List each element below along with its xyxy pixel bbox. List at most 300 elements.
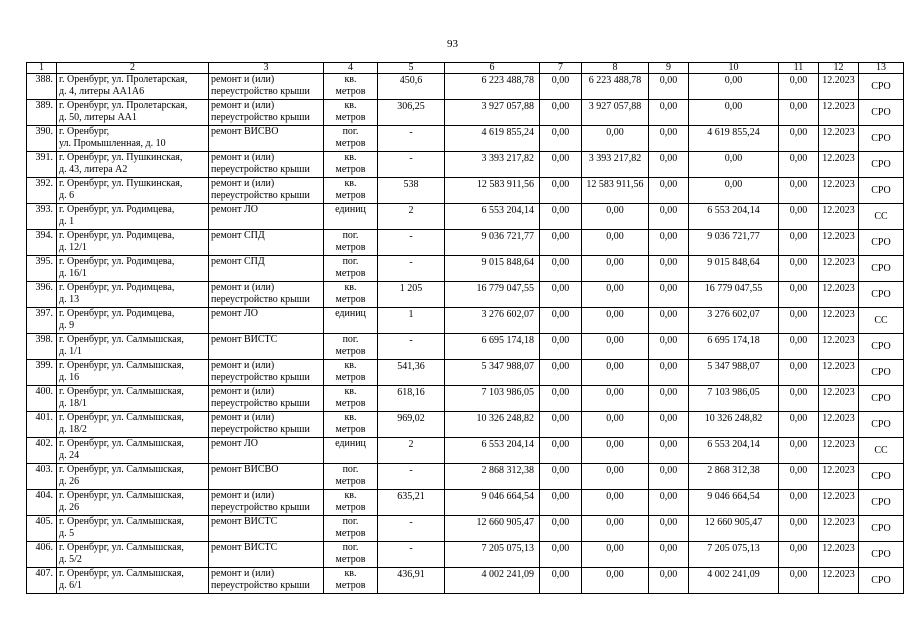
total-cost-cell: 9 036 721,77 bbox=[445, 230, 540, 256]
work-type-cell bbox=[209, 204, 324, 230]
funding-source-cell: СРО bbox=[859, 490, 904, 516]
funding-source-cell: СРО bbox=[859, 152, 904, 178]
fund-cell: 0,00 bbox=[540, 178, 582, 204]
total-cost-cell: 6 695 174,18 bbox=[445, 334, 540, 360]
funding-source-cell: СРО bbox=[859, 74, 904, 100]
fund-cell: 0,00 bbox=[649, 386, 689, 412]
fund-cell: 0,00 bbox=[779, 542, 819, 568]
table-row bbox=[27, 412, 904, 438]
column-number: 5 bbox=[378, 63, 445, 74]
quantity-cell: - bbox=[378, 152, 445, 178]
quantity-cell: 306,25 bbox=[378, 100, 445, 126]
row-number-cell: 406. bbox=[27, 542, 57, 568]
work-type-line-2: переустройство крыши bbox=[211, 86, 310, 97]
address-line-1: г. Оренбург, ул. Салмышская, bbox=[59, 412, 184, 423]
funding-source-cell: СС bbox=[859, 308, 904, 334]
unit-line-2: метров bbox=[335, 190, 366, 201]
fund-cell: 0,00 bbox=[582, 412, 649, 438]
completion-date-cell: 12.2023 bbox=[819, 204, 859, 230]
quantity-cell: - bbox=[378, 464, 445, 490]
total-cost-cell: 12 660 905,47 bbox=[445, 516, 540, 542]
total-cost-cell: 4 002 241,09 bbox=[445, 568, 540, 594]
completion-date-cell: 12.2023 bbox=[819, 126, 859, 152]
table-row bbox=[27, 568, 904, 594]
unit-cell bbox=[324, 178, 378, 204]
fund-cell: 7 205 075,13 bbox=[689, 542, 779, 568]
unit-line-2: метров bbox=[335, 476, 366, 487]
fund-cell: 0,00 bbox=[582, 308, 649, 334]
row-number-cell: 397. bbox=[27, 308, 57, 334]
total-cost-cell: 6 553 204,14 bbox=[445, 438, 540, 464]
fund-cell: 0,00 bbox=[649, 126, 689, 152]
row-number-cell: 402. bbox=[27, 438, 57, 464]
fund-cell: 0,00 bbox=[582, 256, 649, 282]
fund-cell: 0,00 bbox=[582, 516, 649, 542]
completion-date-cell: 12.2023 bbox=[819, 178, 859, 204]
unit-cell bbox=[324, 568, 378, 594]
fund-cell: 12 583 911,56 bbox=[582, 178, 649, 204]
fund-cell: 0,00 bbox=[649, 516, 689, 542]
address-line-2: д. 24 bbox=[59, 450, 80, 461]
fund-cell: 0,00 bbox=[540, 412, 582, 438]
work-type-line-1: ремонт СПД bbox=[211, 256, 265, 267]
completion-date-cell: 12.2023 bbox=[819, 438, 859, 464]
work-type-line-1: ремонт ЛО bbox=[211, 308, 258, 319]
funding-source-cell: СРО bbox=[859, 386, 904, 412]
work-type-cell bbox=[209, 490, 324, 516]
quantity-cell: 2 bbox=[378, 438, 445, 464]
funding-source-cell: СРО bbox=[859, 360, 904, 386]
total-cost-cell: 5 347 988,07 bbox=[445, 360, 540, 386]
unit-cell bbox=[324, 152, 378, 178]
total-cost-cell: 6 223 488,78 bbox=[445, 74, 540, 100]
work-type-cell bbox=[209, 126, 324, 152]
funding-source-cell: СС bbox=[859, 438, 904, 464]
fund-cell: 0,00 bbox=[540, 308, 582, 334]
total-cost-cell: 6 553 204,14 bbox=[445, 204, 540, 230]
fund-cell: 0,00 bbox=[779, 334, 819, 360]
work-type-line-1: ремонт ВИСВО bbox=[211, 464, 279, 475]
unit-cell bbox=[324, 204, 378, 230]
address-cell bbox=[57, 178, 209, 204]
work-type-line-1: ремонт и (или) bbox=[211, 74, 275, 85]
work-type-line-2: переустройство крыши bbox=[211, 398, 310, 409]
address-cell bbox=[57, 204, 209, 230]
quantity-cell: - bbox=[378, 334, 445, 360]
quantity-cell: - bbox=[378, 256, 445, 282]
fund-cell: 0,00 bbox=[779, 516, 819, 542]
funding-source-cell: СРО bbox=[859, 568, 904, 594]
work-type-line-1: ремонт и (или) bbox=[211, 100, 275, 111]
work-type-line-1: ремонт ВИСТС bbox=[211, 542, 278, 553]
unit-line-2: метров bbox=[335, 242, 366, 253]
unit-cell bbox=[324, 74, 378, 100]
address-cell bbox=[57, 230, 209, 256]
table-row bbox=[27, 204, 904, 230]
fund-cell: 0,00 bbox=[582, 438, 649, 464]
work-type-cell bbox=[209, 568, 324, 594]
address-line-1: г. Оренбург, ул. Салмышская, bbox=[59, 568, 184, 579]
fund-cell: 0,00 bbox=[779, 412, 819, 438]
fund-cell: 3 393 217,82 bbox=[582, 152, 649, 178]
table-row bbox=[27, 230, 904, 256]
fund-cell: 3 927 057,88 bbox=[582, 100, 649, 126]
unit-line-2: метров bbox=[335, 164, 366, 175]
address-line-1: г. Оренбург, ул. Пушкинская, bbox=[59, 178, 183, 189]
column-number: 2 bbox=[57, 63, 209, 74]
completion-date-cell: 12.2023 bbox=[819, 256, 859, 282]
row-number-cell: 401. bbox=[27, 412, 57, 438]
fund-cell: 6 695 174,18 bbox=[689, 334, 779, 360]
work-type-line-2: переустройство крыши bbox=[211, 112, 310, 123]
fund-cell: 0,00 bbox=[779, 152, 819, 178]
fund-cell: 0,00 bbox=[540, 516, 582, 542]
unit-cell bbox=[324, 100, 378, 126]
funding-source-cell: СРО bbox=[859, 334, 904, 360]
address-line-2: д. 9 bbox=[59, 320, 75, 331]
fund-cell: 0,00 bbox=[779, 386, 819, 412]
address-line-2: д. 13 bbox=[59, 294, 80, 305]
address-line-2: д. 43, литера А2 bbox=[59, 164, 128, 175]
fund-cell: 0,00 bbox=[779, 74, 819, 100]
unit-cell bbox=[324, 282, 378, 308]
fund-cell: 0,00 bbox=[649, 230, 689, 256]
funding-source-cell: СС bbox=[859, 204, 904, 230]
fund-cell: 10 326 248,82 bbox=[689, 412, 779, 438]
table-row bbox=[27, 256, 904, 282]
work-type-cell bbox=[209, 542, 324, 568]
fund-cell: 0,00 bbox=[649, 360, 689, 386]
row-number-cell: 407. bbox=[27, 568, 57, 594]
address-cell bbox=[57, 360, 209, 386]
fund-cell: 0,00 bbox=[649, 490, 689, 516]
address-cell bbox=[57, 464, 209, 490]
quantity-cell: 969,02 bbox=[378, 412, 445, 438]
address-line-2: ул. Промышленная, д. 10 bbox=[59, 138, 166, 149]
unit-line-1: кв. bbox=[344, 412, 357, 423]
column-number: 10 bbox=[689, 63, 779, 74]
work-type-line-1: ремонт ЛО bbox=[211, 438, 258, 449]
row-number-cell: 403. bbox=[27, 464, 57, 490]
table-row bbox=[27, 126, 904, 152]
quantity-cell: 538 bbox=[378, 178, 445, 204]
work-type-cell bbox=[209, 230, 324, 256]
work-type-line-1: ремонт и (или) bbox=[211, 282, 275, 293]
completion-date-cell: 12.2023 bbox=[819, 230, 859, 256]
unit-cell bbox=[324, 542, 378, 568]
quantity-cell: 450,6 bbox=[378, 74, 445, 100]
funding-source-cell: СРО bbox=[859, 256, 904, 282]
column-number: 12 bbox=[819, 63, 859, 74]
fund-cell: 0,00 bbox=[540, 74, 582, 100]
fund-cell: 3 276 602,07 bbox=[689, 308, 779, 334]
total-cost-cell: 12 583 911,56 bbox=[445, 178, 540, 204]
fund-cell: 0,00 bbox=[540, 230, 582, 256]
row-number-cell: 392. bbox=[27, 178, 57, 204]
fund-cell: 0,00 bbox=[689, 100, 779, 126]
work-type-cell bbox=[209, 412, 324, 438]
fund-cell: 0,00 bbox=[582, 126, 649, 152]
work-type-line-1: ремонт и (или) bbox=[211, 178, 275, 189]
work-type-cell bbox=[209, 178, 324, 204]
table-row bbox=[27, 74, 904, 100]
column-number: 6 bbox=[445, 63, 540, 74]
quantity-cell: 618,16 bbox=[378, 386, 445, 412]
work-type-line-1: ремонт ВИСВО bbox=[211, 126, 279, 137]
unit-line-2: метров bbox=[335, 528, 366, 539]
fund-cell: 0,00 bbox=[779, 204, 819, 230]
address-line-2: д. 6 bbox=[59, 190, 75, 201]
unit-cell bbox=[324, 334, 378, 360]
unit-cell bbox=[324, 438, 378, 464]
address-line-1: г. Оренбург, ул. Пролетарская, bbox=[59, 100, 188, 111]
address-line-2: д. 18/1 bbox=[59, 398, 87, 409]
row-number-cell: 405. bbox=[27, 516, 57, 542]
fund-cell: 0,00 bbox=[582, 282, 649, 308]
address-line-1: г. Оренбург, ул. Родимцева, bbox=[59, 230, 175, 241]
row-number-cell: 393. bbox=[27, 204, 57, 230]
unit-line-1: единиц bbox=[335, 308, 366, 319]
fund-cell: 0,00 bbox=[649, 568, 689, 594]
fund-cell: 0,00 bbox=[649, 542, 689, 568]
row-number-cell: 388. bbox=[27, 74, 57, 100]
address-cell bbox=[57, 126, 209, 152]
unit-line-1: единиц bbox=[335, 204, 366, 215]
work-type-line-1: ремонт СПД bbox=[211, 230, 265, 241]
unit-line-1: кв. bbox=[344, 100, 357, 111]
address-line-1: г. Оренбург, bbox=[59, 126, 110, 137]
funding-source-cell: СРО bbox=[859, 412, 904, 438]
column-number: 9 bbox=[649, 63, 689, 74]
row-number-cell: 398. bbox=[27, 334, 57, 360]
fund-cell: 0,00 bbox=[689, 178, 779, 204]
fund-cell: 7 103 986,05 bbox=[689, 386, 779, 412]
fund-cell: 0,00 bbox=[582, 490, 649, 516]
completion-date-cell: 12.2023 bbox=[819, 412, 859, 438]
completion-date-cell: 12.2023 bbox=[819, 386, 859, 412]
address-cell bbox=[57, 308, 209, 334]
fund-cell: 0,00 bbox=[582, 568, 649, 594]
address-line-1: г. Оренбург, ул. Родимцева, bbox=[59, 204, 175, 215]
address-line-2: д. 26 bbox=[59, 476, 80, 487]
fund-cell: 0,00 bbox=[779, 438, 819, 464]
unit-line-1: кв. bbox=[344, 282, 357, 293]
column-number-row bbox=[27, 63, 904, 74]
fund-cell: 0,00 bbox=[649, 308, 689, 334]
fund-cell: 0,00 bbox=[649, 334, 689, 360]
address-line-1: г. Оренбург, ул. Салмышская, bbox=[59, 464, 184, 475]
unit-line-1: кв. bbox=[344, 386, 357, 397]
address-line-2: д. 26 bbox=[59, 502, 80, 513]
fund-cell: 0,00 bbox=[540, 360, 582, 386]
fund-cell: 0,00 bbox=[540, 464, 582, 490]
row-number-cell: 404. bbox=[27, 490, 57, 516]
unit-cell bbox=[324, 256, 378, 282]
address-line-1: г. Оренбург, ул. Салмышская, bbox=[59, 490, 184, 501]
address-line-1: г. Оренбург, ул. Салмышская, bbox=[59, 438, 184, 449]
address-cell bbox=[57, 438, 209, 464]
completion-date-cell: 12.2023 bbox=[819, 568, 859, 594]
funding-source-cell: СРО bbox=[859, 542, 904, 568]
fund-cell: 0,00 bbox=[779, 126, 819, 152]
work-type-cell bbox=[209, 74, 324, 100]
work-type-line-2: переустройство крыши bbox=[211, 502, 310, 513]
fund-cell: 0,00 bbox=[779, 230, 819, 256]
unit-line-1: пог. bbox=[342, 542, 359, 553]
fund-cell: 0,00 bbox=[540, 204, 582, 230]
fund-cell: 0,00 bbox=[582, 230, 649, 256]
quantity-cell: - bbox=[378, 516, 445, 542]
address-cell bbox=[57, 542, 209, 568]
address-line-2: д. 12/1 bbox=[59, 242, 87, 253]
table-row bbox=[27, 438, 904, 464]
unit-line-2: метров bbox=[335, 372, 366, 383]
address-line-1: г. Оренбург, ул. Родимцева, bbox=[59, 282, 175, 293]
unit-line-1: кв. bbox=[344, 360, 357, 371]
address-line-2: д. 5/2 bbox=[59, 554, 82, 565]
total-cost-cell: 3 276 602,07 bbox=[445, 308, 540, 334]
address-line-1: г. Оренбург, ул. Родимцева, bbox=[59, 256, 175, 267]
quantity-cell: - bbox=[378, 230, 445, 256]
address-line-2: д. 6/1 bbox=[59, 580, 82, 591]
completion-date-cell: 12.2023 bbox=[819, 464, 859, 490]
unit-line-1: пог. bbox=[342, 256, 359, 267]
row-number-cell: 396. bbox=[27, 282, 57, 308]
work-type-line-2: переустройство крыши bbox=[211, 294, 310, 305]
address-cell bbox=[57, 412, 209, 438]
total-cost-cell: 7 103 986,05 bbox=[445, 386, 540, 412]
work-type-cell bbox=[209, 308, 324, 334]
work-type-line-2: переустройство крыши bbox=[211, 580, 310, 591]
address-cell bbox=[57, 568, 209, 594]
fund-cell: 0,00 bbox=[649, 74, 689, 100]
work-type-line-1: ремонт и (или) bbox=[211, 490, 275, 501]
work-type-cell bbox=[209, 516, 324, 542]
quantity-cell: 436,91 bbox=[378, 568, 445, 594]
unit-line-2: метров bbox=[335, 138, 366, 149]
fund-cell: 0,00 bbox=[540, 282, 582, 308]
unit-line-1: кв. bbox=[344, 152, 357, 163]
page-number: 93 bbox=[447, 38, 458, 50]
work-type-cell bbox=[209, 386, 324, 412]
work-type-cell bbox=[209, 360, 324, 386]
fund-cell: 0,00 bbox=[540, 542, 582, 568]
address-line-1: г. Оренбург, ул. Родимцева, bbox=[59, 308, 175, 319]
funding-source-cell: СРО bbox=[859, 282, 904, 308]
address-line-1: г. Оренбург, ул. Салмышская, bbox=[59, 334, 184, 345]
unit-line-2: метров bbox=[335, 294, 366, 305]
completion-date-cell: 12.2023 bbox=[819, 490, 859, 516]
unit-line-1: кв. bbox=[344, 568, 357, 579]
fund-cell: 0,00 bbox=[582, 386, 649, 412]
fund-cell: 0,00 bbox=[779, 256, 819, 282]
address-line-1: г. Оренбург, ул. Пушкинская, bbox=[59, 152, 183, 163]
total-cost-cell: 3 393 217,82 bbox=[445, 152, 540, 178]
address-line-1: г. Оренбург, ул. Салмышская, bbox=[59, 386, 184, 397]
unit-line-1: пог. bbox=[342, 334, 359, 345]
fund-cell: 9 015 848,64 bbox=[689, 256, 779, 282]
row-number-cell: 395. bbox=[27, 256, 57, 282]
unit-cell bbox=[324, 386, 378, 412]
work-type-line-1: ремонт и (или) bbox=[211, 568, 275, 579]
unit-line-2: метров bbox=[335, 424, 366, 435]
address-line-1: г. Оренбург, ул. Пролетарская, bbox=[59, 74, 188, 85]
unit-line-2: метров bbox=[335, 268, 366, 279]
unit-line-1: пог. bbox=[342, 464, 359, 475]
unit-line-1: кв. bbox=[344, 178, 357, 189]
column-number: 7 bbox=[540, 63, 582, 74]
work-type-cell bbox=[209, 152, 324, 178]
table-row bbox=[27, 100, 904, 126]
quantity-cell: - bbox=[378, 542, 445, 568]
address-cell bbox=[57, 100, 209, 126]
work-type-line-2: переустройство крыши bbox=[211, 164, 310, 175]
work-type-line-2: переустройство крыши bbox=[211, 372, 310, 383]
funding-source-cell: СРО bbox=[859, 100, 904, 126]
total-cost-cell: 3 927 057,88 bbox=[445, 100, 540, 126]
unit-cell bbox=[324, 126, 378, 152]
fund-cell: 0,00 bbox=[649, 464, 689, 490]
fund-cell: 0,00 bbox=[649, 256, 689, 282]
fund-cell: 0,00 bbox=[540, 568, 582, 594]
funding-source-cell: СРО bbox=[859, 464, 904, 490]
unit-line-2: метров bbox=[335, 554, 366, 565]
row-number-cell: 389. bbox=[27, 100, 57, 126]
table-row bbox=[27, 360, 904, 386]
total-cost-cell: 9 046 664,54 bbox=[445, 490, 540, 516]
total-cost-cell: 4 619 855,24 bbox=[445, 126, 540, 152]
table-row bbox=[27, 334, 904, 360]
fund-cell: 6 223 488,78 bbox=[582, 74, 649, 100]
fund-cell: 2 868 312,38 bbox=[689, 464, 779, 490]
fund-cell: 0,00 bbox=[540, 438, 582, 464]
address-line-2: д. 50, литеры АА1 bbox=[59, 112, 137, 123]
quantity-cell: 2 bbox=[378, 204, 445, 230]
unit-cell bbox=[324, 308, 378, 334]
fund-cell: 0,00 bbox=[779, 490, 819, 516]
row-number-cell: 394. bbox=[27, 230, 57, 256]
fund-cell: 0,00 bbox=[540, 152, 582, 178]
fund-cell: 0,00 bbox=[649, 178, 689, 204]
fund-cell: 0,00 bbox=[582, 204, 649, 230]
address-line-2: д. 5 bbox=[59, 528, 75, 539]
fund-cell: 0,00 bbox=[649, 152, 689, 178]
quantity-cell: 1 bbox=[378, 308, 445, 334]
funding-source-cell: СРО bbox=[859, 230, 904, 256]
unit-cell bbox=[324, 230, 378, 256]
funding-source-cell: СРО bbox=[859, 516, 904, 542]
quantity-cell: 541,36 bbox=[378, 360, 445, 386]
fund-cell: 12 660 905,47 bbox=[689, 516, 779, 542]
fund-cell: 0,00 bbox=[540, 256, 582, 282]
fund-cell: 4 619 855,24 bbox=[689, 126, 779, 152]
unit-line-2: метров bbox=[335, 86, 366, 97]
row-number-cell: 400. bbox=[27, 386, 57, 412]
fund-cell: 0,00 bbox=[649, 282, 689, 308]
column-number: 11 bbox=[779, 63, 819, 74]
work-type-line-2: переустройство крыши bbox=[211, 424, 310, 435]
fund-cell: 6 553 204,14 bbox=[689, 204, 779, 230]
fund-cell: 0,00 bbox=[649, 412, 689, 438]
total-cost-cell: 9 015 848,64 bbox=[445, 256, 540, 282]
address-cell bbox=[57, 386, 209, 412]
completion-date-cell: 12.2023 bbox=[819, 334, 859, 360]
work-type-cell bbox=[209, 100, 324, 126]
completion-date-cell: 12.2023 bbox=[819, 282, 859, 308]
unit-cell bbox=[324, 516, 378, 542]
fund-cell: 0,00 bbox=[649, 204, 689, 230]
fund-cell: 0,00 bbox=[649, 438, 689, 464]
